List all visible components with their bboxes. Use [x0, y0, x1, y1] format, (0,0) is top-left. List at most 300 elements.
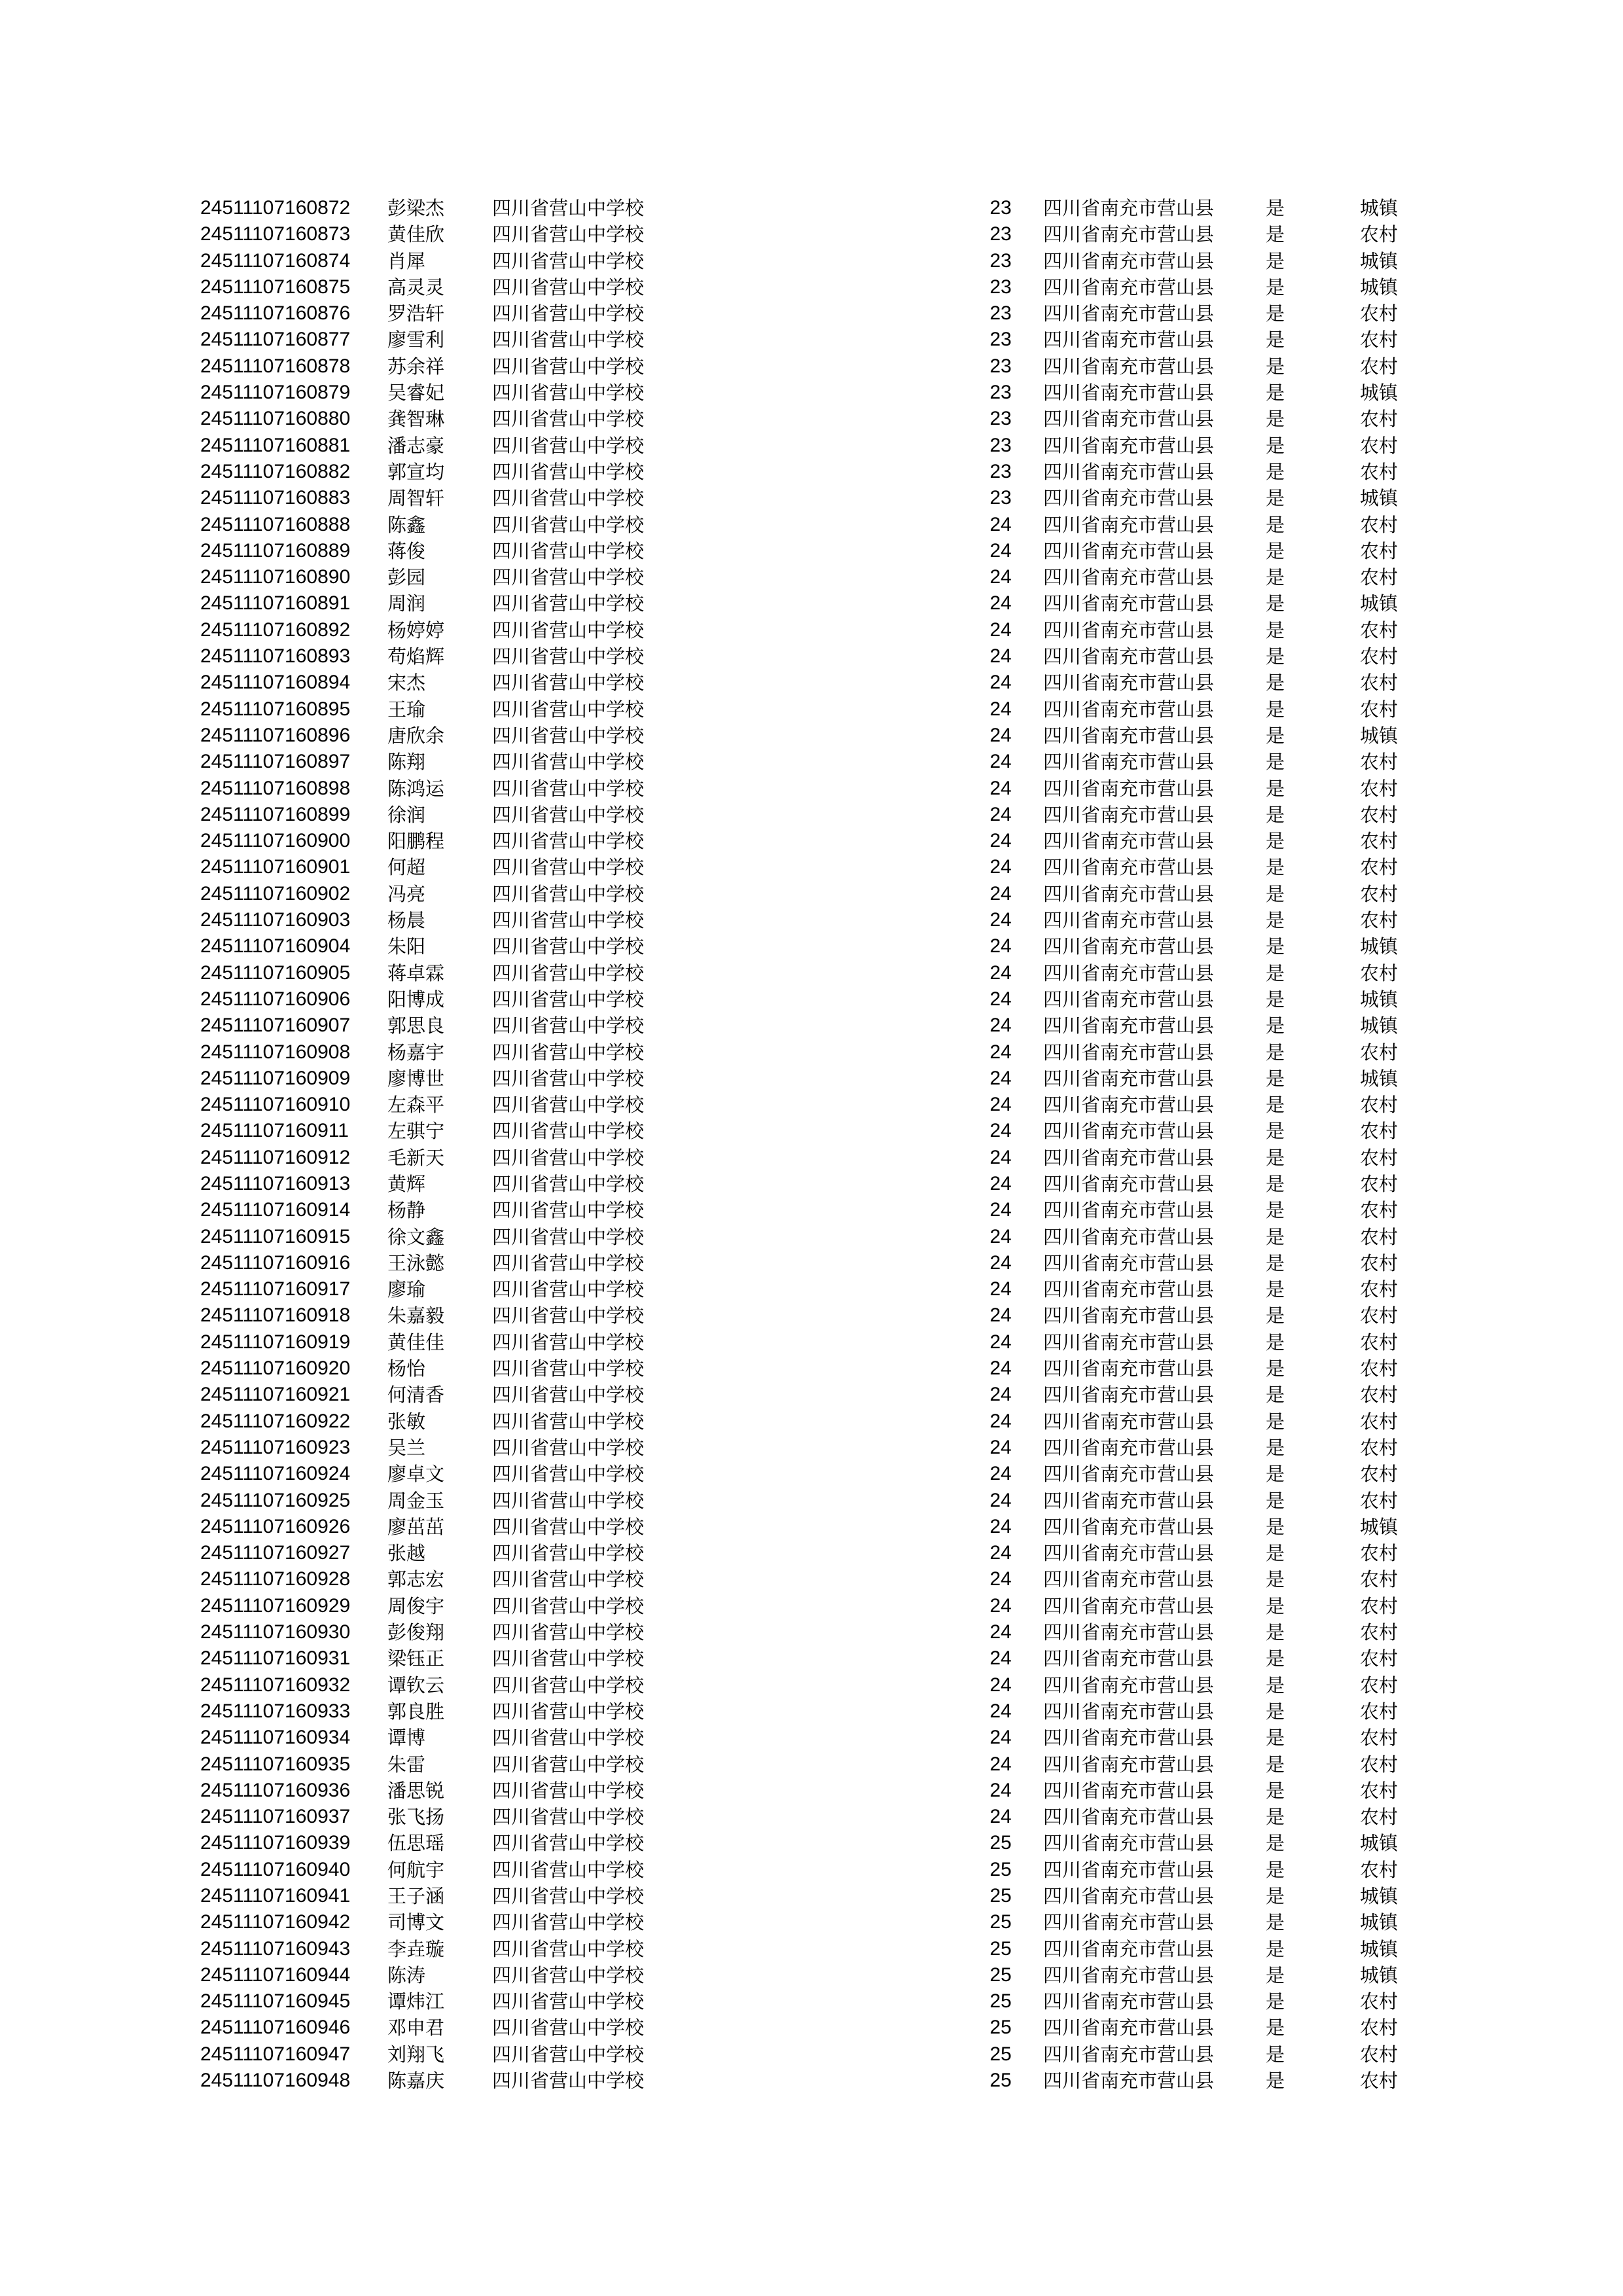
age-cell: 24	[990, 1647, 1012, 1670]
residence-type-cell: 农村	[1360, 329, 1399, 351]
school-cell: 四川省营山中学校	[492, 302, 645, 325]
student-name-cell: 徐文鑫	[387, 1225, 445, 1248]
residence-type-cell: 农村	[1360, 223, 1399, 246]
school-cell: 四川省营山中学校	[492, 2070, 645, 2092]
student-name-cell: 朱嘉毅	[387, 1304, 445, 1327]
age-cell: 23	[990, 223, 1012, 245]
student-id-cell: 24511107160876	[200, 302, 351, 325]
school-cell: 四川省营山中学校	[492, 1779, 645, 1802]
flag-cell: 是	[1266, 1251, 1285, 1274]
residence-type-cell: 城镇	[1360, 988, 1399, 1011]
table-row	[0, 1962, 1623, 1988]
flag-cell: 是	[1266, 882, 1285, 905]
school-cell: 四川省营山中学校	[492, 882, 645, 905]
region-cell: 四川省南充市营山县	[1043, 672, 1215, 694]
age-cell: 24	[990, 856, 1012, 878]
age-cell: 23	[990, 329, 1012, 351]
residence-type-cell: 农村	[1360, 1621, 1399, 1644]
school-cell: 四川省营山中学校	[492, 672, 645, 694]
school-cell: 四川省营山中学校	[492, 1384, 645, 1407]
residence-type-cell: 城镇	[1360, 382, 1399, 404]
student-id-cell: 24511107160946	[200, 2017, 351, 2039]
table-row	[0, 380, 1623, 406]
flag-cell: 是	[1266, 249, 1285, 272]
student-id-cell: 24511107160878	[200, 355, 351, 377]
school-cell: 四川省营山中学校	[492, 698, 645, 721]
region-cell: 四川省南充市营山县	[1043, 882, 1215, 905]
school-cell: 四川省营山中学校	[492, 460, 645, 483]
region-cell: 四川省南充市营山县	[1043, 1779, 1215, 1802]
school-cell: 四川省营山中学校	[492, 487, 645, 510]
student-name-cell: 陈翔	[387, 751, 426, 774]
table-row	[0, 933, 1623, 960]
school-cell: 四川省营山中学校	[492, 1621, 645, 1644]
school-cell: 四川省营山中学校	[492, 961, 645, 984]
student-name-cell: 蒋卓霖	[387, 961, 445, 984]
table-row	[0, 1778, 1623, 1804]
student-id-cell: 24511107160943	[200, 1937, 351, 1960]
table-row	[0, 485, 1623, 511]
student-id-cell: 24511107160923	[200, 1436, 351, 1458]
student-name-cell: 廖茁茁	[387, 1515, 445, 1538]
region-cell: 四川省南充市营山县	[1043, 1542, 1215, 1565]
residence-type-cell: 城镇	[1360, 592, 1399, 615]
student-id-cell: 24511107160888	[200, 513, 351, 535]
school-cell: 四川省营山中学校	[492, 276, 645, 298]
student-id-cell: 24511107160920	[200, 1357, 351, 1380]
student-id-cell: 24511107160912	[200, 1146, 351, 1168]
age-cell: 25	[990, 1832, 1012, 1854]
residence-type-cell: 农村	[1360, 1779, 1399, 1802]
school-cell: 四川省营山中学校	[492, 249, 645, 272]
flag-cell: 是	[1266, 460, 1285, 483]
region-cell: 四川省南充市营山县	[1043, 1621, 1215, 1644]
region-cell: 四川省南充市营山县	[1043, 1278, 1215, 1301]
student-id-cell: 24511107160892	[200, 619, 351, 641]
flag-cell: 是	[1266, 1094, 1285, 1117]
school-cell: 四川省营山中学校	[492, 988, 645, 1011]
residence-type-cell: 农村	[1360, 1806, 1399, 1829]
school-cell: 四川省营山中学校	[492, 1568, 645, 1591]
school-cell: 四川省营山中学校	[492, 856, 645, 879]
region-cell: 四川省南充市营山县	[1043, 1384, 1215, 1407]
student-name-cell: 梁钰正	[387, 1647, 445, 1670]
residence-type-cell: 农村	[1360, 566, 1399, 589]
residence-type-cell: 农村	[1360, 1304, 1399, 1327]
flag-cell: 是	[1266, 329, 1285, 351]
region-cell: 四川省南充市营山县	[1043, 276, 1215, 298]
student-id-cell: 24511107160942	[200, 1911, 351, 1933]
student-id-cell: 24511107160924	[200, 1463, 351, 1485]
school-cell: 四川省营山中学校	[492, 592, 645, 615]
residence-type-cell: 农村	[1360, 1542, 1399, 1565]
table-row	[0, 1514, 1623, 1540]
school-cell: 四川省营山中学校	[492, 1911, 645, 1934]
student-name-cell: 伍思瑶	[387, 1832, 445, 1855]
student-id-cell: 24511107160939	[200, 1832, 351, 1854]
student-name-cell: 毛新天	[387, 1146, 445, 1169]
school-cell: 四川省营山中学校	[492, 1990, 645, 2013]
flag-cell: 是	[1266, 1067, 1285, 1090]
region-cell: 四川省南充市营山县	[1043, 1489, 1215, 1512]
student-id-cell: 24511107160881	[200, 434, 351, 456]
student-name-cell: 王子涵	[387, 1885, 445, 1907]
student-name-cell: 黄佳欣	[387, 223, 445, 246]
age-cell: 24	[990, 1384, 1012, 1406]
region-cell: 四川省南充市营山县	[1043, 1199, 1215, 1222]
flag-cell: 是	[1266, 1806, 1285, 1829]
school-cell: 四川省营山中学校	[492, 830, 645, 853]
student-id-cell: 24511107160891	[200, 592, 351, 615]
table-row	[0, 1804, 1623, 1830]
student-id-cell: 24511107160895	[200, 698, 351, 720]
age-cell: 24	[990, 1806, 1012, 1828]
student-name-cell: 周智轩	[387, 487, 445, 510]
region-cell: 四川省南充市营山县	[1043, 1410, 1215, 1433]
flag-cell: 是	[1266, 1041, 1285, 1064]
table-row	[0, 1672, 1623, 1698]
flag-cell: 是	[1266, 1304, 1285, 1327]
region-cell: 四川省南充市营山县	[1043, 1357, 1215, 1380]
school-cell: 四川省营山中学校	[492, 223, 645, 246]
student-id-cell: 24511107160913	[200, 1172, 351, 1194]
student-id-cell: 24511107160919	[200, 1331, 351, 1353]
region-cell: 四川省南充市营山县	[1043, 1463, 1215, 1486]
age-cell: 25	[990, 2043, 1012, 2065]
school-cell: 四川省营山中学校	[492, 329, 645, 351]
residence-type-cell: 农村	[1360, 856, 1399, 879]
table-row	[0, 1883, 1623, 1909]
table-row	[0, 512, 1623, 538]
table-row	[0, 1988, 1623, 2015]
region-cell: 四川省南充市营山县	[1043, 223, 1215, 246]
age-cell: 24	[990, 1304, 1012, 1327]
school-cell: 四川省营山中学校	[492, 1463, 645, 1486]
age-cell: 24	[990, 698, 1012, 720]
age-cell: 23	[990, 355, 1012, 377]
residence-type-cell: 农村	[1360, 1647, 1399, 1670]
region-cell: 四川省南充市营山县	[1043, 1753, 1215, 1776]
region-cell: 四川省南充市营山县	[1043, 1594, 1215, 1617]
student-name-cell: 宋杰	[387, 672, 426, 694]
residence-type-cell: 农村	[1360, 1094, 1399, 1117]
student-name-cell: 王泳懿	[387, 1251, 445, 1274]
region-cell: 四川省南充市营山县	[1043, 1885, 1215, 1907]
region-cell: 四川省南充市营山县	[1043, 1436, 1215, 1459]
student-id-cell: 24511107160894	[200, 672, 351, 694]
student-name-cell: 郭良胜	[387, 1700, 445, 1723]
roster-table	[0, 195, 1623, 2094]
region-cell: 四川省南充市营山县	[1043, 1014, 1215, 1037]
residence-type-cell: 农村	[1360, 1251, 1399, 1274]
residence-type-cell: 城镇	[1360, 1067, 1399, 1090]
age-cell: 24	[990, 539, 1012, 562]
region-cell: 四川省南充市营山县	[1043, 1172, 1215, 1195]
age-cell: 24	[990, 566, 1012, 588]
age-cell: 23	[990, 197, 1012, 219]
student-id-cell: 24511107160927	[200, 1542, 351, 1564]
age-cell: 24	[990, 1041, 1012, 1063]
flag-cell: 是	[1266, 1410, 1285, 1433]
region-cell: 四川省南充市营山县	[1043, 1911, 1215, 1934]
student-name-cell: 黄辉	[387, 1172, 426, 1195]
flag-cell: 是	[1266, 1779, 1285, 1802]
student-id-cell: 24511107160921	[200, 1384, 351, 1406]
table-row	[0, 1619, 1623, 1645]
school-cell: 四川省营山中学校	[492, 1278, 645, 1301]
school-cell: 四川省营山中学校	[492, 566, 645, 589]
student-name-cell: 苟焰辉	[387, 645, 445, 668]
residence-type-cell: 农村	[1360, 2017, 1399, 2039]
age-cell: 23	[990, 487, 1012, 509]
student-id-cell: 24511107160945	[200, 1990, 351, 2013]
student-name-cell: 杨晨	[387, 909, 426, 932]
region-cell: 四川省南充市营山县	[1043, 1225, 1215, 1248]
table-row	[0, 564, 1623, 590]
table-row	[0, 1276, 1623, 1302]
student-name-cell: 朱雷	[387, 1753, 426, 1776]
age-cell: 25	[990, 1885, 1012, 1907]
flag-cell: 是	[1266, 1357, 1285, 1380]
residence-type-cell: 农村	[1360, 460, 1399, 483]
flag-cell: 是	[1266, 672, 1285, 694]
student-name-cell: 潘志豪	[387, 434, 445, 457]
school-cell: 四川省营山中学校	[492, 1041, 645, 1064]
school-cell: 四川省营山中学校	[492, 1304, 645, 1327]
flag-cell: 是	[1266, 988, 1285, 1011]
school-cell: 四川省营山中学校	[492, 1885, 645, 1907]
school-cell: 四川省营山中学校	[492, 1700, 645, 1723]
table-row	[0, 1039, 1623, 1066]
student-id-cell: 24511107160901	[200, 856, 351, 878]
student-id-cell: 24511107160930	[200, 1621, 351, 1643]
age-cell: 24	[990, 1594, 1012, 1617]
student-name-cell: 张越	[387, 1542, 426, 1565]
table-row	[0, 854, 1623, 880]
flag-cell: 是	[1266, 566, 1285, 589]
flag-cell: 是	[1266, 961, 1285, 984]
age-cell: 24	[990, 1199, 1012, 1221]
student-name-cell: 杨怡	[387, 1357, 426, 1380]
residence-type-cell: 农村	[1360, 1489, 1399, 1512]
table-row	[0, 1725, 1623, 1751]
school-cell: 四川省营山中学校	[492, 1331, 645, 1354]
table-row	[0, 776, 1623, 802]
table-row	[0, 1909, 1623, 1935]
residence-type-cell: 农村	[1360, 1120, 1399, 1143]
student-name-cell: 陈嘉庆	[387, 2070, 445, 2092]
student-id-cell: 24511107160874	[200, 249, 351, 272]
region-cell: 四川省南充市营山县	[1043, 1331, 1215, 1354]
student-name-cell: 何航宇	[387, 1858, 445, 1881]
flag-cell: 是	[1266, 803, 1285, 826]
flag-cell: 是	[1266, 830, 1285, 853]
residence-type-cell: 农村	[1360, 1436, 1399, 1459]
residence-type-cell: 城镇	[1360, 724, 1399, 747]
student-id-cell: 24511107160931	[200, 1647, 351, 1670]
residence-type-cell: 农村	[1360, 751, 1399, 774]
student-id-cell: 24511107160936	[200, 1779, 351, 1801]
student-id-cell: 24511107160872	[200, 197, 351, 219]
student-name-cell: 郭思良	[387, 1014, 445, 1037]
region-cell: 四川省南充市营山县	[1043, 1094, 1215, 1117]
residence-type-cell: 农村	[1360, 830, 1399, 853]
age-cell: 24	[990, 724, 1012, 746]
student-id-cell: 24511107160902	[200, 882, 351, 905]
age-cell: 24	[990, 1067, 1012, 1089]
residence-type-cell: 农村	[1360, 698, 1399, 721]
student-id-cell: 24511107160875	[200, 276, 351, 298]
region-cell: 四川省南充市营山县	[1043, 909, 1215, 932]
student-id-cell: 24511107160904	[200, 935, 351, 958]
residence-type-cell: 农村	[1360, 1594, 1399, 1617]
school-cell: 四川省营山中学校	[492, 1067, 645, 1090]
flag-cell: 是	[1266, 1727, 1285, 1749]
student-name-cell: 杨嘉宇	[387, 1041, 445, 1064]
region-cell: 四川省南充市营山县	[1043, 1858, 1215, 1881]
student-id-cell: 24511107160935	[200, 1753, 351, 1775]
age-cell: 23	[990, 408, 1012, 430]
age-cell: 24	[990, 988, 1012, 1010]
age-cell: 24	[990, 1568, 1012, 1590]
student-name-cell: 阳博成	[387, 988, 445, 1011]
school-cell: 四川省营山中学校	[492, 1937, 645, 1960]
residence-type-cell: 城镇	[1360, 276, 1399, 298]
region-cell: 四川省南充市营山县	[1043, 1964, 1215, 1986]
student-name-cell: 杨静	[387, 1199, 426, 1222]
student-id-cell: 24511107160944	[200, 1964, 351, 1986]
flag-cell: 是	[1266, 223, 1285, 246]
school-cell: 四川省营山中学校	[492, 1120, 645, 1143]
residence-type-cell: 城镇	[1360, 935, 1399, 958]
school-cell: 四川省营山中学校	[492, 1014, 645, 1037]
student-name-cell: 左森平	[387, 1094, 445, 1117]
residence-type-cell: 城镇	[1360, 1014, 1399, 1037]
residence-type-cell: 农村	[1360, 1172, 1399, 1195]
age-cell: 24	[990, 1436, 1012, 1458]
student-name-cell: 徐润	[387, 803, 426, 826]
student-id-cell: 24511107160906	[200, 988, 351, 1010]
residence-type-cell: 城镇	[1360, 1515, 1399, 1538]
flag-cell: 是	[1266, 1674, 1285, 1696]
student-id-cell: 24511107160933	[200, 1700, 351, 1722]
age-cell: 24	[990, 1278, 1012, 1300]
table-row	[0, 1145, 1623, 1171]
school-cell: 四川省营山中学校	[492, 513, 645, 536]
residence-type-cell: 城镇	[1360, 1911, 1399, 1934]
table-row	[0, 1118, 1623, 1144]
table-row	[0, 1751, 1623, 1778]
region-cell: 四川省南充市营山县	[1043, 197, 1215, 219]
flag-cell: 是	[1266, 355, 1285, 378]
school-cell: 四川省营山中学校	[492, 1436, 645, 1459]
flag-cell: 是	[1266, 2017, 1285, 2039]
age-cell: 24	[990, 1331, 1012, 1353]
table-row	[0, 1830, 1623, 1856]
school-cell: 四川省营山中学校	[492, 1410, 645, 1433]
student-name-cell: 唐欣余	[387, 724, 445, 747]
residence-type-cell: 农村	[1360, 1858, 1399, 1881]
student-id-cell: 24511107160934	[200, 1727, 351, 1749]
student-id-cell: 24511107160932	[200, 1674, 351, 1696]
student-id-cell: 24511107160916	[200, 1251, 351, 1274]
residence-type-cell: 农村	[1360, 777, 1399, 800]
flag-cell: 是	[1266, 909, 1285, 932]
age-cell: 24	[990, 1621, 1012, 1643]
age-cell: 24	[990, 1357, 1012, 1380]
age-cell: 24	[990, 830, 1012, 852]
table-row	[0, 590, 1623, 617]
table-row	[0, 1461, 1623, 1487]
table-row	[0, 1593, 1623, 1619]
school-cell: 四川省营山中学校	[492, 1832, 645, 1855]
school-cell: 四川省营山中学校	[492, 2017, 645, 2039]
region-cell: 四川省南充市营山县	[1043, 1041, 1215, 1064]
age-cell: 24	[990, 1172, 1012, 1194]
residence-type-cell: 农村	[1360, 2043, 1399, 2066]
flag-cell: 是	[1266, 751, 1285, 774]
table-row	[0, 1224, 1623, 1250]
age-cell: 25	[990, 1937, 1012, 1960]
student-name-cell: 黄佳佳	[387, 1331, 445, 1354]
table-row	[0, 327, 1623, 353]
student-name-cell: 潘思锐	[387, 1779, 445, 1802]
region-cell: 四川省南充市营山县	[1043, 1832, 1215, 1855]
student-id-cell: 24511107160873	[200, 223, 351, 245]
school-cell: 四川省营山中学校	[492, 1542, 645, 1565]
student-id-cell: 24511107160928	[200, 1568, 351, 1590]
residence-type-cell: 农村	[1360, 539, 1399, 562]
region-cell: 四川省南充市营山县	[1043, 1568, 1215, 1591]
residence-type-cell: 农村	[1360, 434, 1399, 457]
student-name-cell: 谭钦云	[387, 1674, 445, 1696]
region-cell: 四川省南充市营山县	[1043, 645, 1215, 668]
flag-cell: 是	[1266, 1489, 1285, 1512]
table-row	[0, 1857, 1623, 1883]
school-cell: 四川省营山中学校	[492, 1251, 645, 1274]
residence-type-cell: 城镇	[1360, 1937, 1399, 1960]
table-row	[0, 1435, 1623, 1461]
student-id-cell: 24511107160909	[200, 1067, 351, 1089]
table-row	[0, 353, 1623, 380]
region-cell: 四川省南充市营山县	[1043, 302, 1215, 325]
student-id-cell: 24511107160905	[200, 961, 351, 984]
region-cell: 四川省南充市营山县	[1043, 408, 1215, 431]
flag-cell: 是	[1266, 1753, 1285, 1776]
age-cell: 24	[990, 1120, 1012, 1142]
student-id-cell: 24511107160948	[200, 2070, 351, 2092]
table-row	[0, 274, 1623, 300]
age-cell: 24	[990, 803, 1012, 825]
student-id-cell: 24511107160883	[200, 487, 351, 509]
table-row	[0, 696, 1623, 723]
school-cell: 四川省营山中学校	[492, 1964, 645, 1986]
school-cell: 四川省营山中学校	[492, 1753, 645, 1776]
flag-cell: 是	[1266, 1278, 1285, 1301]
residence-type-cell: 农村	[1360, 408, 1399, 431]
age-cell: 24	[990, 619, 1012, 641]
region-cell: 四川省南充市营山县	[1043, 1146, 1215, 1169]
school-cell: 四川省营山中学校	[492, 1594, 645, 1617]
age-cell: 24	[990, 1094, 1012, 1116]
school-cell: 四川省营山中学校	[492, 2043, 645, 2066]
student-name-cell: 高灵灵	[387, 276, 445, 298]
residence-type-cell: 农村	[1360, 803, 1399, 826]
flag-cell: 是	[1266, 513, 1285, 536]
student-name-cell: 刘翔飞	[387, 2043, 445, 2066]
student-id-cell: 24511107160900	[200, 830, 351, 852]
student-id-cell: 24511107160907	[200, 1014, 351, 1037]
